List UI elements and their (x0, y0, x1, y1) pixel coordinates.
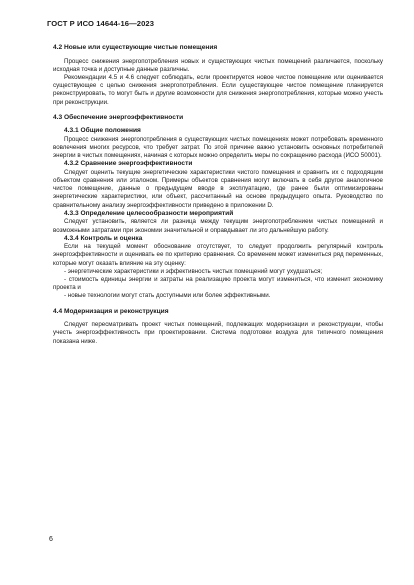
section-4-3-3-heading: 4.3.3 Определение целесообразности мероприятий (64, 209, 234, 217)
section-4-2-paragraph-1: Процесс снижения энергопотребления новых и существующих чистых помещений различается, поскольку исходная точка и доступные данные различны. (53, 57, 383, 73)
section-4-4-paragraph: Следует пересматривать проект чистых помещений, подлежащих модернизации и реконструкции, чтобы учесть энергоэффективность при проектировании. Система подготовки воздуха для типичного помещения показана ниже. (53, 321, 383, 345)
list-item: - новые технологии могут стать доступными или более эффективными. (64, 292, 271, 300)
section-4-3-3-paragraph: Следует установить, является ли разница между текущим энергопотреблением чистых помещений и возможными затратами при экономии значительной и оправдывает ли это дальнейшую работу. (53, 218, 383, 234)
section-4-3-heading: 4.3 Обеспечение энергоэффективности (53, 113, 184, 121)
section-4-2-heading: 4.2 Новые или существующие чистые помещения (53, 44, 218, 51)
section-4-2-paragraph-2: Рекомендации 4.5 и 4.6 следует соблюдать, если проектируется новое чистое помещение или оценивается существующее с целью снижения энергопотребления. Если существующее чистое помещение планируется реконструировать, то могут быть и другие возможности для снижения энергопотребления, которые можно учесть при реконструкции. (53, 73, 383, 106)
page-number: 6 (49, 536, 53, 543)
section-4-3-1-paragraph: Процесс снижения энергопотребления в существующих чистых помещениях может потребовать временного вовлечения многих ресурсов, что требует затрат. По этой причине важно установить основных потребителей энергии в чистых помещениях, начиная с которых можно определить меры по сокращению расхода (ИСО 50001). (53, 135, 383, 160)
list-item: - энергетические характеристики и эффективность чистых помещений могут ухудшаться; (64, 267, 323, 275)
document-id-header: ГОСТ Р ИСО 14644-16—2023 (47, 19, 155, 28)
section-4-4-heading: 4.4 Модернизация и реконструкция (53, 307, 169, 315)
page-content (53, 44, 383, 346)
section-4-3-2-heading: 4.3.2 Сравнение энергоэффективности (64, 160, 193, 168)
list-item: - стоимость единицы энергии и затраты на реализацию проекта могут измениться, что изменит экономику проекта и (53, 276, 383, 292)
section-4-3-1-heading: 4.3.1 Общие положения (64, 127, 141, 135)
section-4-3-2-paragraph: Следует оценить текущие энергетические характеристики чистого помещения и сравнить их с подходящим объектом сравнения или эталоном. Примеры объектов сравнения могут включать в себя другое аналогичное чистое помещение, данные о предыдущем вводе в эксплуатацию, где ранее были оптимизированы энергетические характеристики, или объект, рассчитанный на основе предыдущего опыта. Руководство по сравнительному анализу энергоэффективности приведено в приложении D. (53, 168, 383, 209)
section-4-3-4-heading: 4.3.4 Контроль и оценка (64, 234, 143, 242)
section-4-3-4-paragraph: Если на текущей момент обоснование отсутствует, то следует продолжить регулярный контроль энергоэффективности и оценивать ее по критерию сравнения. Со временем может измениться ряд переменных, которые могут оказать влияние на эту оценку: (53, 243, 383, 267)
